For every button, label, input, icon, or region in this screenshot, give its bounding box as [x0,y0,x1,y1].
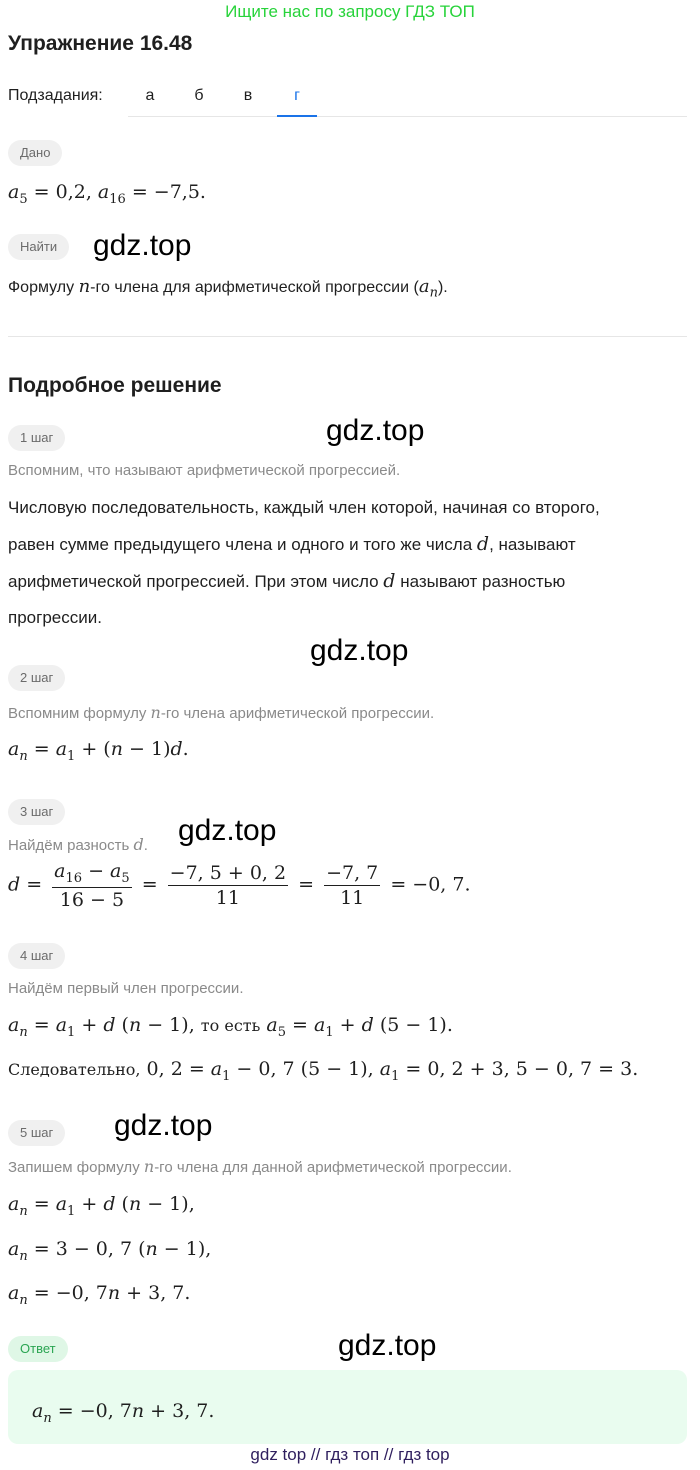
step-5-badge: 5 шаг [8,1120,65,1146]
tab-b[interactable]: б [194,87,204,104]
divider [8,336,687,337]
watermark: gdz.top [338,1329,437,1362]
answer-formula: $a_n = -0$, 7n + 3, 7. [32,1400,215,1426]
tab-a[interactable]: а [145,87,155,104]
step-3-badge: 3 шаг [8,799,65,825]
step-3-formula: d = $\frac{a_{16} - a_5}{16 - 5}$ = $\frac{-7, 5 + 0, 2}{11}$ = $\frac{-7, 7}{11}$ = −0, 7. [8,860,471,911]
footer-text: gdz top // гдз топ // гдз top [250,1445,450,1464]
tab-g[interactable]: г [277,76,317,117]
step-2-badge: 2 шаг [8,665,65,691]
page-title: Упражнение 16.48 [8,32,193,55]
subtask-tabs [128,76,687,117]
find-badge: Найти [8,234,69,260]
step-1-hint: Вспомним, что называют арифметической прогрессией. [8,462,401,479]
step-2-formula: $a_n = a_1 + (n - 1)d$. [8,738,189,764]
step-2-hint: Вспомним формулу n-го члена арифметической прогрессии. [8,703,435,722]
step-4-badge: 4 шаг [8,943,65,969]
subtasks-label: Подзадания: [8,87,103,104]
step-3-hint: Найдём разность d. [8,835,148,854]
answer-badge: Ответ [8,1336,68,1362]
solution-title: Подробное решение [8,374,222,397]
watermark: gdz.top [93,229,192,262]
step-5-line-2: $a_n = 3 - 0$, 7 (n − 1), [8,1238,212,1264]
given-badge: Дано [8,140,62,166]
step-5-hint: Запишем формулу n-го члена для данной арифметической прогрессии. [8,1157,512,1176]
step-4-line-2: Следовательно, 0, $2 = a_1 - 0$, 7 (5 − 1), $a_1 = 0$, 2 + 3, 5 − 0, 7 = 3. [8,1058,639,1084]
answer-box [8,1370,687,1444]
tab-v[interactable]: в [243,87,253,104]
step-1-body: Числовую последовательность, каждый член которой, начиная со второго, равен сумме предыдущего члена и одного и того же числа d, называют арифметической прогрессией. При этом число d называют разностью прогрессии. [8,498,600,627]
step-4-hint: Найдём первый член прогрессии. [8,980,244,997]
watermark: gdz.top [178,814,277,847]
step-5-line-1: $a_n = a_1 + d$ (n − 1), [8,1193,195,1219]
step-4-line-1: $a_n = a_1 + d$ (n − 1), то есть $a_5 = a_1 + d$ (5 − 1). [8,1014,453,1040]
step-1-badge: 1 шаг [8,425,65,451]
given-formula: $a_5 = 0,2$, $a_{16} = -7,5$. [8,181,206,207]
watermark: gdz.top [114,1109,213,1142]
watermark: gdz.top [326,414,425,447]
step-5-line-3: $a_n = -0$, 7n + 3, 7. [8,1282,191,1308]
find-text: Формулу n-го члена для арифметической прогрессии $(a_n)$. [8,276,448,301]
promo-banner: Ищите нас по запросу ГДЗ ТОП [225,2,475,21]
watermark: gdz.top [310,634,409,667]
